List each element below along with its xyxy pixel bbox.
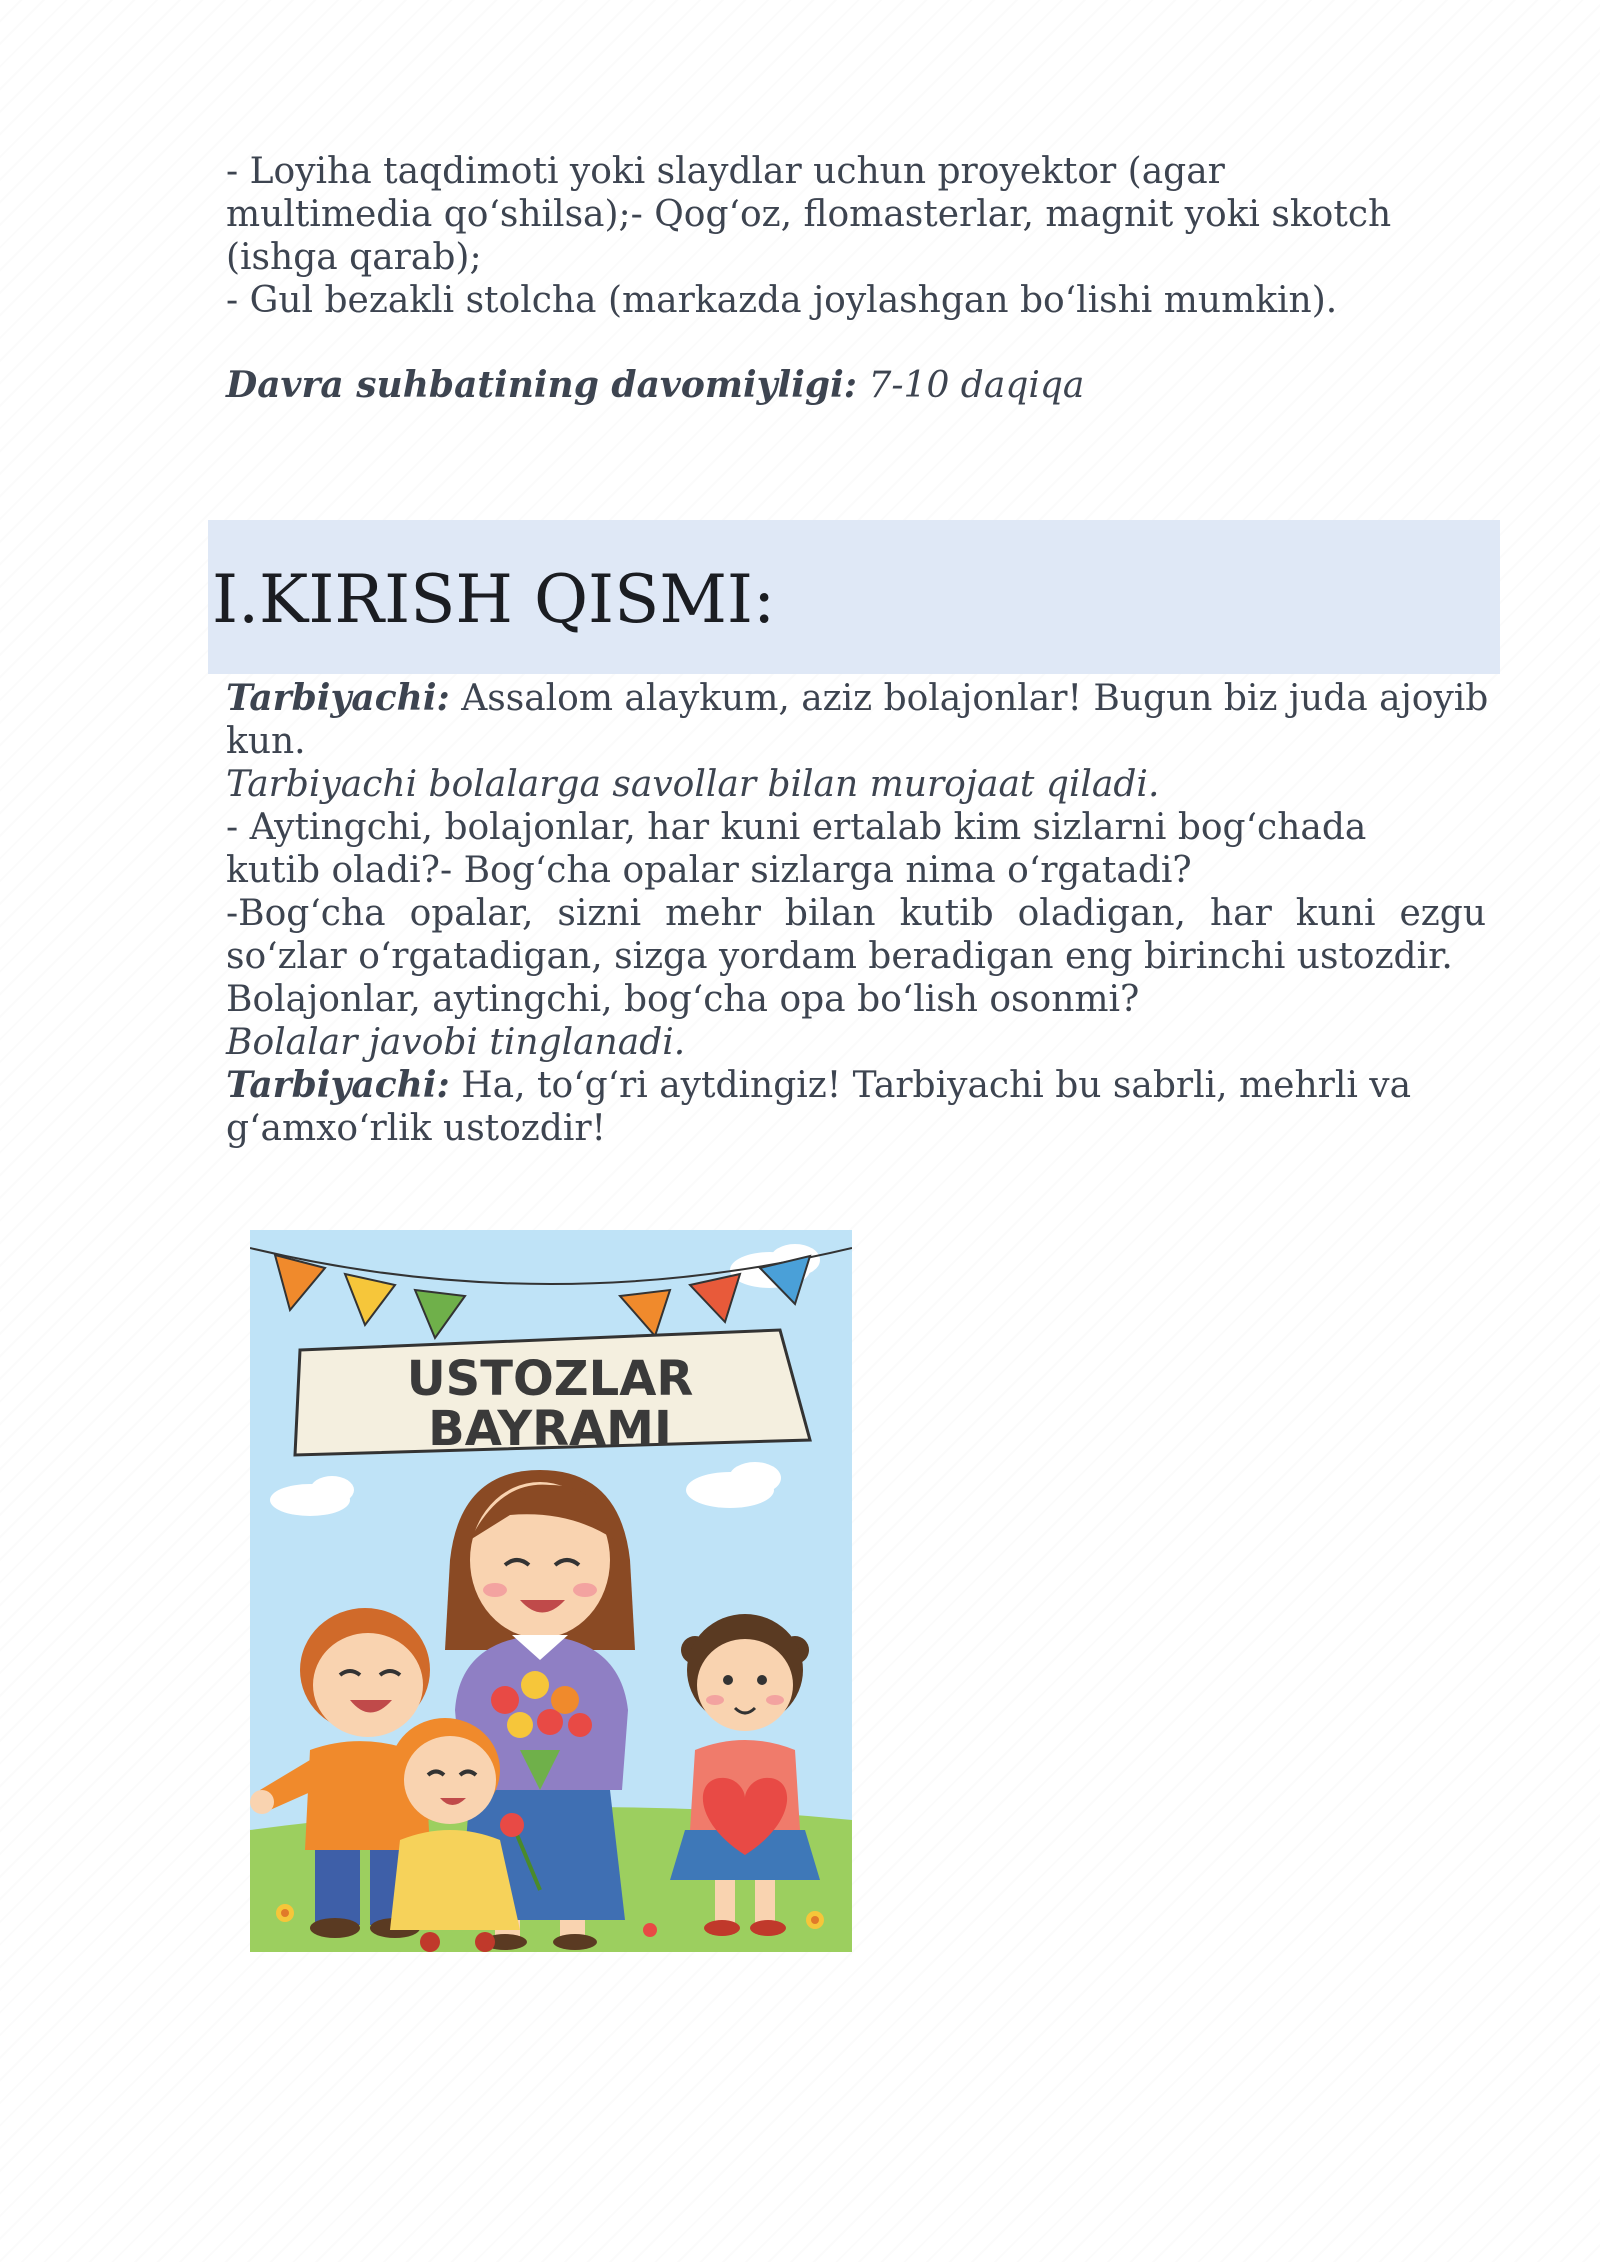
greeting-text: Assalom alaykum, aziz bolajonlar! Bugun biz juda ajoyib (449, 678, 1489, 719)
duration-value: 7-10 daqiqa (857, 365, 1085, 406)
teachers-day-illustration (250, 1230, 852, 1952)
materials-line: - Gul bezakli stolcha (markazda joylashgan bo‘lishi mumkin). (226, 280, 1338, 321)
children-answer: Bolalar javobi tinglanadi. (226, 1022, 686, 1063)
materials-line: - Loyiha taqdimoti yoki slaydlar uchun proyektor (agar (226, 151, 1225, 192)
duration-label: Davra suhbatining davomiyligi: (226, 364, 858, 406)
question-line: - Aytingchi, bolajonlar, har kuni ertalab kim sizlarni bog‘chada (226, 807, 1367, 848)
explanation-paragraph: -Bog‘cha opalar, sizni mehr bilan kutib oladigan, har kuni ezgu so‘zlar o‘rgatadigan, sizga yordam beradigan eng birinchi ustozdir. (226, 893, 1486, 977)
greeting-text-cont: kun. (226, 721, 306, 762)
materials-line: (ishga qarab); (226, 237, 482, 278)
banner-text-line2: BAYRAMI (428, 1401, 672, 1457)
stage-direction: Tarbiyachi bolalarga savollar bilan murojaat qiladi. (226, 764, 1160, 805)
speaker-label: Tarbiyachi: (226, 1064, 450, 1106)
question-line: Bolajonlar, aytingchi, bog‘cha opa bo‘lish osonmi? (226, 979, 1140, 1020)
banner-text-line1: USTOZLAR (406, 1351, 694, 1407)
materials-line: multimedia qo‘shilsa);- Qog‘oz, flomasterlar, magnit yoki skotch (226, 194, 1392, 235)
dialogue-line (226, 1064, 1486, 1107)
closing-text: Ha, to‘g‘ri aytdingiz! Tarbiyachi bu sabrli, mehrli va (449, 1065, 1412, 1106)
closing-text-cont: g‘amxo‘rlik ustozdir! (226, 1108, 607, 1149)
section-heading: I.KIRISH QISMI: (212, 561, 776, 638)
duration-line (226, 364, 1486, 407)
materials-list (226, 150, 1486, 322)
speaker-label: Tarbiyachi: (226, 677, 450, 719)
dialogue-line (226, 677, 1489, 720)
question-line: kutib oladi?- Bog‘cha opalar sizlarga nima o‘rgatadi? (226, 850, 1192, 891)
dialogue-block (226, 677, 1489, 1150)
